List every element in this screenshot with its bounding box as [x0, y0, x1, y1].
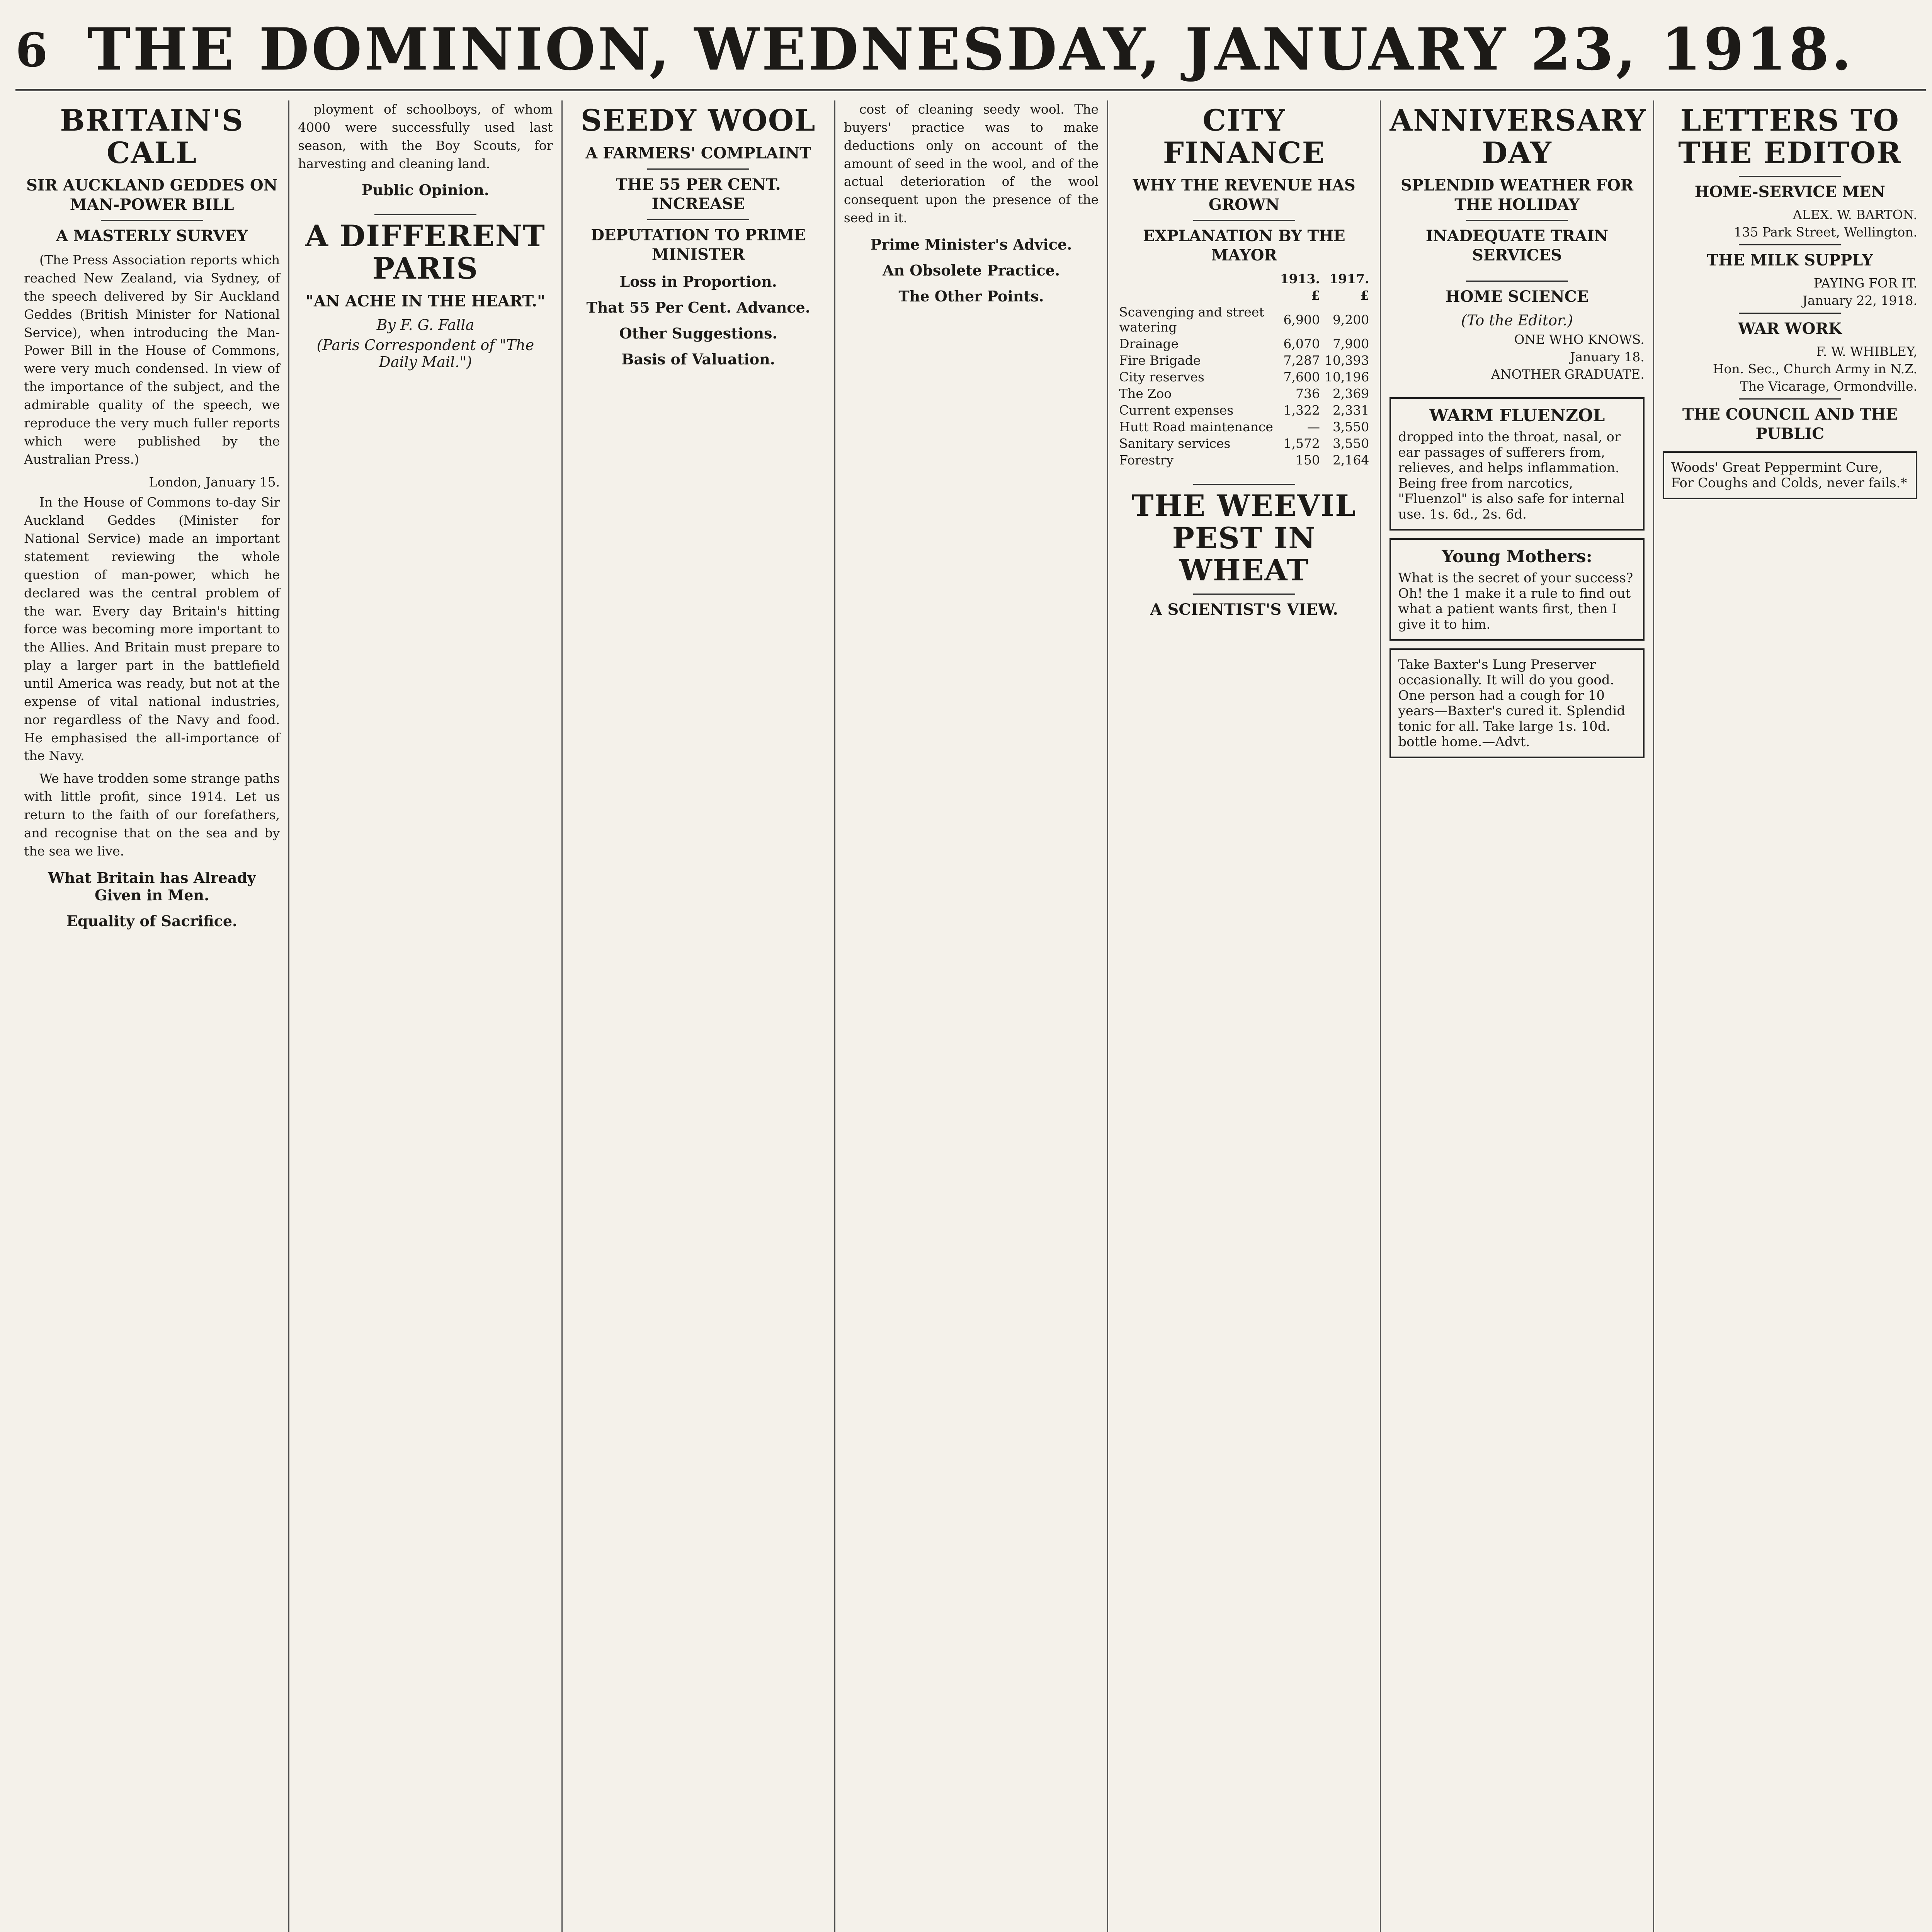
row-value: —	[1307, 419, 1320, 435]
row-value: 1,572	[1283, 436, 1320, 451]
table-row	[1117, 435, 1371, 452]
signature-address: 135 Park Street, Wellington.	[1734, 224, 1917, 240]
table-row	[1117, 418, 1371, 435]
signature-address: The Vicarage, Ormondville.	[1740, 379, 1917, 394]
table-unit-row	[1117, 287, 1371, 304]
divider	[1193, 484, 1295, 485]
article-britains-call	[24, 104, 280, 930]
signature-date: January 18.	[1570, 349, 1645, 365]
column-5	[1107, 100, 1380, 1932]
row-value: 7,900	[1332, 336, 1369, 352]
divider	[1193, 220, 1295, 221]
row-label: City reserves	[1119, 369, 1204, 385]
subheadline: THE MILK SUPPLY	[1707, 251, 1873, 270]
article-weevil-pest	[1117, 484, 1371, 619]
paragraph: ployment of schoolboys, of whom 4000 were successfully used last season, with the Boy Scouts, for harvesting and cleaning land.	[298, 102, 553, 171]
row-value: 2,164	[1332, 452, 1369, 468]
column-3	[561, 100, 834, 1932]
paragraph: cost of cleaning seedy wool. The buyers' practice was to make deductions only on account of the amount of seed in the wool, and of the actual deterioration of the wool consequent upon the presence of the seed in it.	[844, 102, 1099, 226]
subheadline: WHY THE REVENUE HAS GROWN	[1133, 176, 1355, 214]
paragraph: In the House of Commons to-day Sir Auckland Geddes (Minister for National Service) made an important statement reviewing the whole question of man-power, which he declared was the central problem of the war. Every day Britain's hitting force was becoming more important to the Allies. And Britain must prepare to play a larger part in the battlefield until America was ready, but not at the expense of vital national industries, nor regardless of the Navy and food. He emphasised the all-importance of the Navy.	[24, 495, 280, 764]
subheadline: SIR AUCKLAND GEDDES ON MAN-POWER BILL	[26, 176, 278, 214]
headline: A DIFFERENT PARIS	[305, 219, 546, 286]
column-6	[1380, 100, 1653, 1932]
row-value: 2,331	[1332, 403, 1369, 418]
page-number: 6	[15, 23, 48, 78]
table-row	[1117, 304, 1371, 335]
headline: CITY FINANCE	[1163, 103, 1325, 170]
signature: F. W. WHIBLEY,	[1816, 344, 1917, 359]
article-body	[24, 251, 280, 860]
row-label: Sanitary services	[1119, 436, 1231, 451]
table-row	[1117, 369, 1371, 385]
byline-note: (Paris Correspondent of "The Daily Mail.")	[316, 336, 534, 371]
row-value: 2,369	[1332, 386, 1369, 401]
subheadline: A SCIENTIST'S VIEW.	[1150, 600, 1338, 619]
ad-text: What is the secret of your success? Oh! the 1 make it a rule to find out what a patient wants first, then I give it to him.	[1398, 570, 1633, 633]
row-value: 10,196	[1324, 369, 1369, 385]
table-row	[1117, 452, 1371, 468]
subheadline: HOME SCIENCE	[1445, 287, 1589, 306]
column-header: 1913.	[1280, 271, 1320, 287]
table-row	[1117, 402, 1371, 418]
row-value: 6,900	[1283, 312, 1320, 327]
headline: LETTERS TO THE EDITOR	[1678, 103, 1902, 170]
row-label: Current expenses	[1119, 403, 1234, 418]
divider	[1739, 244, 1841, 245]
column-7	[1653, 100, 1926, 1932]
section-heading: Basis of Valuation.	[621, 350, 775, 368]
section-heading: The Other Points.	[898, 287, 1044, 305]
ad-text: dropped into the throat, nasal, or ear passages of sufferers from, relieves, and helps inflammation. Being free from narcotics, "Fluenzol" is also safe for internal use. 1s. 6d., 2s. 6d.	[1398, 429, 1625, 522]
divider	[1739, 398, 1841, 400]
row-label: Scavenging and street watering	[1119, 304, 1264, 335]
row-value: 150	[1295, 452, 1320, 468]
section-heading: Loss in Proportion.	[619, 272, 777, 290]
advertisement	[1663, 451, 1917, 499]
section-heading: Equality of Sacrifice.	[66, 912, 238, 930]
subheadline: THE 55 PER CENT. INCREASE	[616, 175, 781, 213]
subheadline: EXPLANATION BY THE MAYOR	[1143, 227, 1345, 265]
row-value: 3,550	[1332, 436, 1369, 451]
signature: ANOTHER GRADUATE.	[1491, 367, 1645, 382]
subheadline: "AN ACHE IN THE HEART."	[306, 292, 545, 310]
row-label: Drainage	[1119, 336, 1179, 352]
section-heading: What Britain has Already Given in Men.	[48, 869, 256, 904]
divider	[1739, 313, 1841, 314]
column-header: 1917.	[1329, 271, 1369, 287]
subheadline: WAR WORK	[1738, 320, 1842, 338]
section-heading: That 55 Per Cent. Advance.	[586, 298, 810, 316]
divider	[647, 168, 749, 170]
article-seedy-wool-continued	[844, 100, 1099, 305]
table-row	[1117, 385, 1371, 402]
row-label: The Zoo	[1119, 386, 1172, 401]
lead-paragraph: (The Press Association reports which reached New Zealand, via Sydney, of the speech delivered by Sir Auckland Geddes (British Minister for National Service), when introducing the Man-Power Bill in the House of Commons, were very much condensed. In view of the importance of the subject, and the admirable quality of the speech, we reproduce the very much fuller reports which were published by the Australian Press.)	[24, 252, 280, 467]
subheadline: A FARMERS' COMPLAINT	[585, 144, 811, 162]
signature: ALEX. W. BARTON.	[1793, 207, 1917, 223]
row-value: 6,070	[1283, 336, 1320, 352]
divider	[101, 220, 203, 221]
column-2	[288, 100, 561, 1932]
row-label: Fire Brigade	[1119, 353, 1201, 368]
table-row	[1117, 335, 1371, 352]
byline: (To the Editor.)	[1461, 312, 1573, 329]
article-anniversary-day	[1389, 104, 1644, 265]
subheadline: SPLENDID WEATHER FOR THE HOLIDAY	[1401, 176, 1634, 214]
column-4	[834, 100, 1107, 1932]
letter-home-science	[1389, 281, 1644, 382]
signature-title: Hon. Sec., Church Army in N.Z.	[1713, 361, 1917, 377]
advertisement	[1389, 538, 1644, 641]
section-heading: An Obsolete Practice.	[882, 262, 1060, 279]
section-heading: Other Suggestions.	[619, 324, 777, 342]
signature-date: January 22, 1918.	[1802, 293, 1917, 308]
newspaper-columns	[15, 100, 1926, 1932]
row-value: 7,287	[1283, 353, 1320, 368]
headline: BRITAIN'S CALL	[60, 103, 244, 170]
headline: SEEDY WOOL	[580, 103, 816, 138]
byline: By F. G. Falla	[376, 316, 474, 333]
article-different-paris	[298, 214, 553, 370]
subheadline: DEPUTATION TO PRIME MINISTER	[591, 226, 806, 264]
row-value: 10,393	[1324, 353, 1369, 368]
row-value: 1,322	[1283, 403, 1320, 418]
advertisement	[1389, 648, 1644, 758]
dateline: London, January 15.	[149, 474, 280, 490]
masthead	[15, 8, 1926, 91]
row-value: 7,600	[1283, 369, 1320, 385]
paragraph: We have trodden some strange paths with little profit, since 1914. Let us return to the faith of our forefathers, and recognise that on the sea and by the sea we live.	[24, 771, 280, 859]
ad-title: WARM FLUENZOL	[1429, 406, 1605, 426]
row-value: 736	[1295, 386, 1320, 401]
subheadline: A MASTERLY SURVEY	[56, 227, 248, 245]
divider	[1193, 594, 1295, 595]
expenditure-table	[1117, 270, 1371, 468]
paper-title: THE DOMINION, WEDNESDAY, JANUARY 23, 1918.	[87, 15, 1854, 83]
row-value: 9,200	[1332, 312, 1369, 327]
column-1	[15, 100, 288, 1932]
signature: PAYING FOR IT.	[1813, 276, 1917, 291]
column-unit: £	[1311, 288, 1320, 303]
table-header-row	[1117, 270, 1371, 287]
divider	[1466, 281, 1568, 282]
section-heading: Public Opinion.	[361, 181, 490, 199]
subheadline: HOME-SERVICE MEN	[1694, 183, 1885, 201]
article-seedy-wool	[571, 104, 826, 368]
ad-title: Young Mothers:	[1442, 547, 1592, 567]
article-city-finance	[1117, 104, 1371, 468]
article-continued	[298, 100, 553, 199]
ad-text: Take Baxter's Lung Preserver occasionally. It will do you good. One person had a cough for 10 years—Baxter's cured it. Splendid tonic for all. Take large 1s. 10d. bottle home.—Advt.	[1398, 657, 1626, 750]
row-value: 3,550	[1332, 419, 1369, 435]
section-heading: Prime Minister's Advice.	[870, 236, 1072, 253]
row-label: Forestry	[1119, 452, 1174, 468]
divider	[647, 219, 749, 220]
signature: ONE WHO KNOWS.	[1514, 332, 1645, 347]
letters-to-editor	[1663, 104, 1917, 499]
divider	[1466, 220, 1568, 221]
subheadline: THE COUNCIL AND THE PUBLIC	[1682, 405, 1898, 443]
divider	[374, 214, 476, 215]
ad-text: Woods' Great Peppermint Cure, For Coughs and Colds, never fails.*	[1671, 460, 1907, 491]
subheadline: INADEQUATE TRAIN SERVICES	[1425, 227, 1609, 265]
divider	[1739, 176, 1841, 177]
column-unit: £	[1360, 288, 1369, 303]
headline: THE WEEVIL PEST IN WHEAT	[1131, 488, 1357, 588]
row-label: Hutt Road maintenance	[1119, 419, 1273, 435]
headline: ANNIVERSARY DAY	[1389, 103, 1646, 170]
table-row	[1117, 352, 1371, 369]
advertisement	[1389, 397, 1644, 531]
